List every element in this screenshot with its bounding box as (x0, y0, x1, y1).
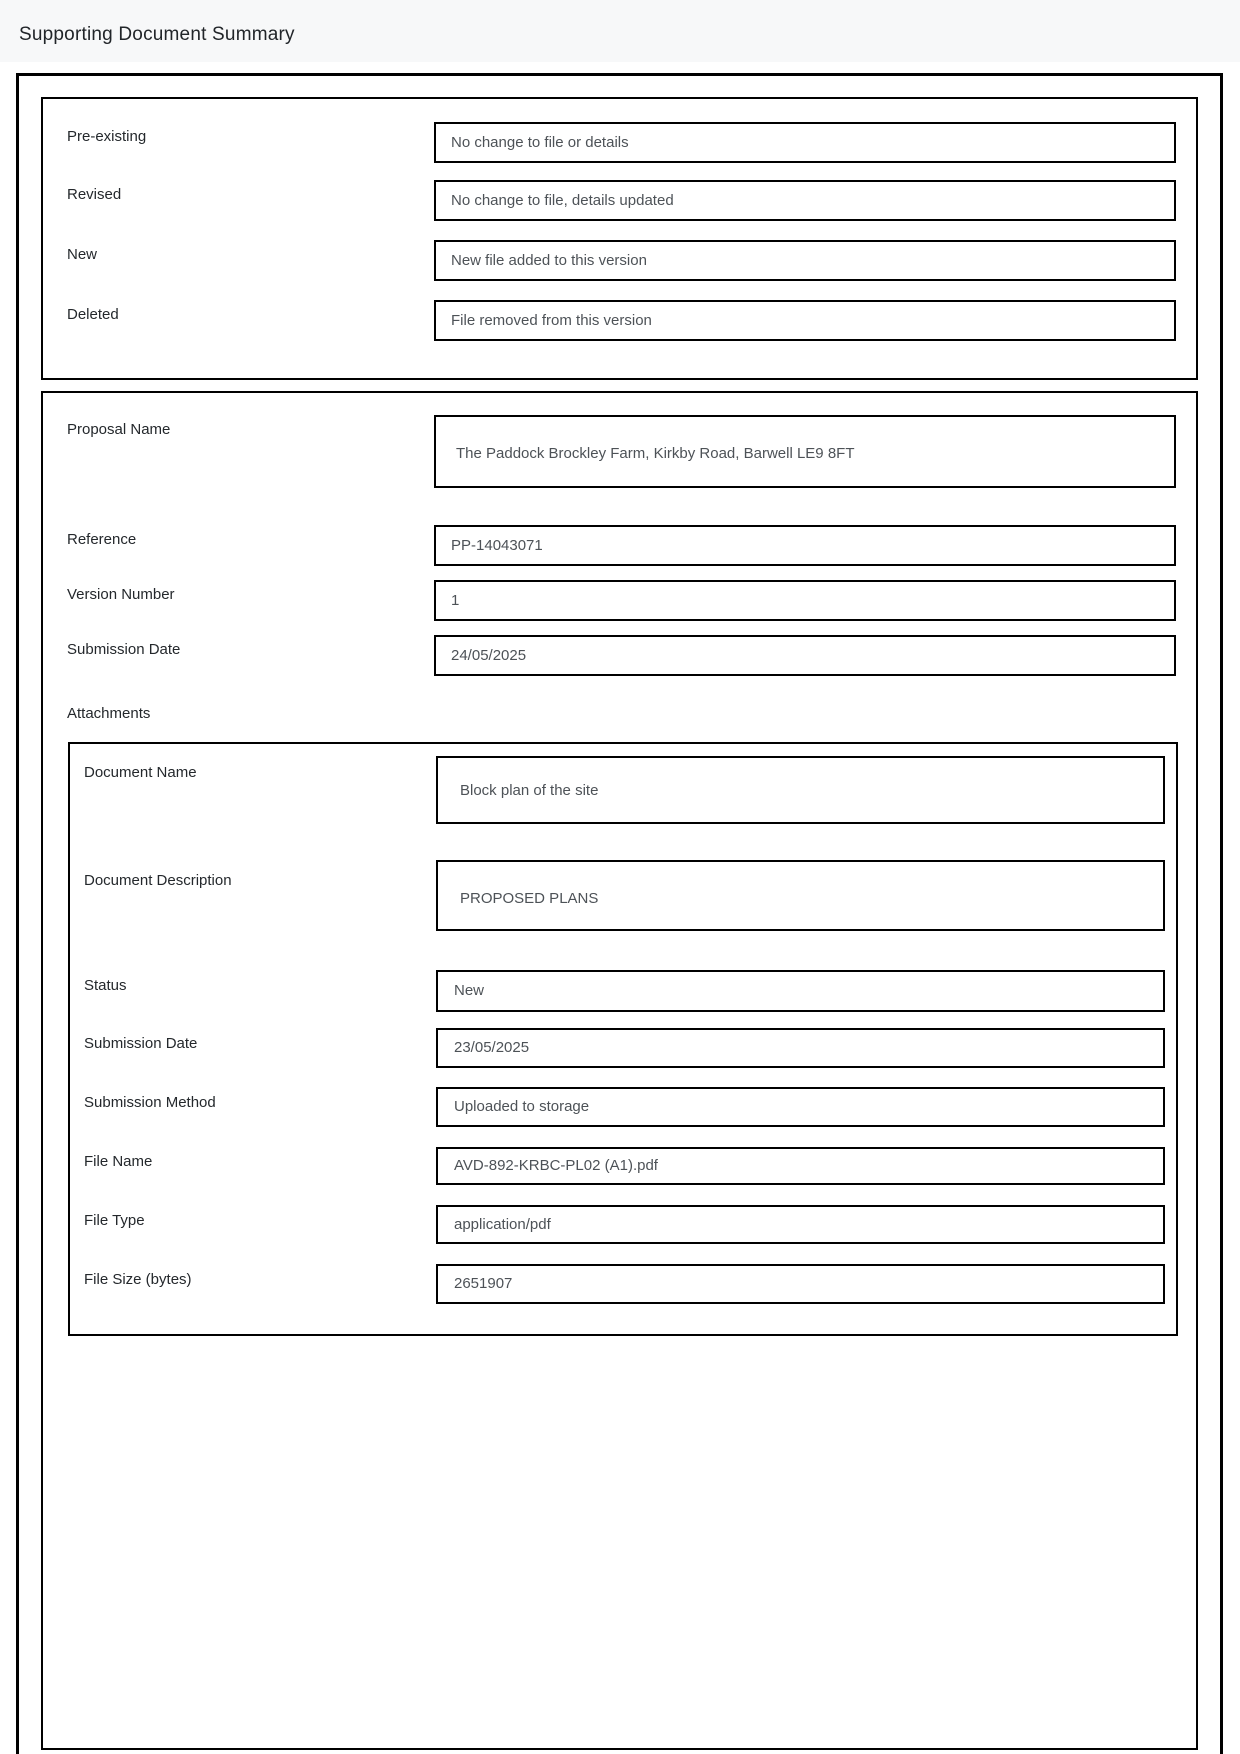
field-label: Pre-existing (67, 128, 147, 145)
field-value-box (434, 580, 1176, 621)
field-value: 1 (451, 592, 460, 609)
field-label: Document Name (84, 764, 197, 781)
field-value-box (434, 180, 1176, 221)
field-value: New (454, 982, 485, 999)
field-value: Uploaded to storage (454, 1098, 590, 1115)
field-label: File Size (bytes) (84, 1271, 192, 1288)
field-label: Status (84, 977, 127, 994)
field-label: Submission Date (67, 641, 181, 658)
field-value-box (434, 635, 1176, 676)
legend-section (41, 97, 1198, 380)
field-label: Revised (67, 186, 122, 203)
field-value-box (434, 122, 1176, 163)
field-value-box (436, 1087, 1165, 1127)
field-value-box (436, 1264, 1165, 1304)
field-value: 2651907 (454, 1275, 513, 1292)
field-value-box (434, 415, 1176, 488)
field-value-box (436, 1205, 1165, 1244)
field-value-box (434, 240, 1176, 281)
field-value-box (434, 525, 1176, 566)
field-value: PROPOSED PLANS (460, 890, 599, 907)
field-value: AVD-892-KRBC-PL02 (A1).pdf (454, 1157, 658, 1174)
field-value-box (436, 860, 1165, 931)
field-label: Submission Date (84, 1035, 198, 1052)
field-value: No change to file, details updated (451, 192, 674, 209)
field-label: Document Description (84, 872, 232, 889)
field-label: Reference (67, 531, 137, 548)
field-label: Deleted (67, 306, 119, 323)
field-value: 24/05/2025 (451, 647, 527, 664)
field-label: Version Number (67, 586, 175, 603)
field-value: New file added to this version (451, 252, 647, 269)
field-label: File Name (84, 1153, 153, 1170)
field-label: Proposal Name (67, 421, 171, 438)
field-value-box (436, 1147, 1165, 1185)
field-label: File Type (84, 1212, 145, 1229)
field-value: Block plan of the site (460, 782, 599, 799)
field-value: File removed from this version (451, 312, 652, 329)
proposal-section (41, 391, 1198, 1750)
field-value: application/pdf (454, 1216, 551, 1233)
field-value-box (436, 1028, 1165, 1068)
field-value: 23/05/2025 (454, 1039, 530, 1056)
attachments-label: Attachments (67, 705, 151, 722)
field-value-box (436, 970, 1165, 1012)
field-value: No change to file or details (451, 134, 629, 151)
field-value: The Paddock Brockley Farm, Kirkby Road, Barwell LE9 8FT (456, 445, 855, 462)
field-label: New (67, 246, 98, 263)
field-value: PP-14043071 (451, 537, 543, 554)
document-container (16, 73, 1223, 1754)
field-value-box (434, 300, 1176, 341)
attachment-section (68, 742, 1178, 1336)
field-value-box (436, 756, 1165, 824)
page-title: Supporting Document Summary (19, 24, 295, 45)
field-label: Submission Method (84, 1094, 216, 1111)
title-bar (0, 0, 1240, 62)
